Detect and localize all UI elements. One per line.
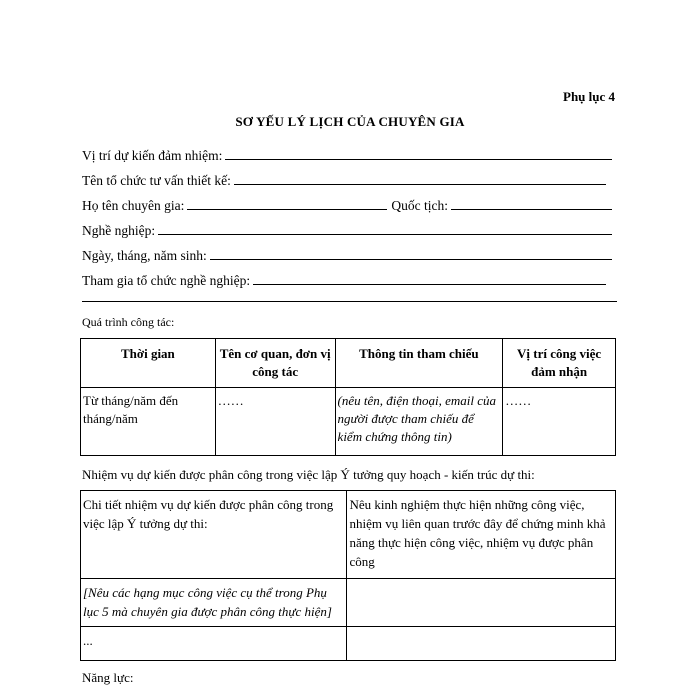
table-row xyxy=(81,579,616,627)
fill-line[interactable] xyxy=(451,208,612,210)
table-row xyxy=(81,627,616,661)
field-position xyxy=(82,139,616,164)
table-cell[interactable]: Từ tháng/năm đến tháng/năm xyxy=(81,388,216,456)
work-history-heading: Quá trình công tác: xyxy=(82,315,175,329)
field-dob xyxy=(82,239,616,264)
blank-fill-line[interactable] xyxy=(82,301,617,302)
table-cell[interactable]: [Nêu các hạng mục công việc cụ thể trong Phụ lục 5 mà chuyên gia được phân công thực hiện] xyxy=(81,579,347,627)
field-label: Vị trí dự kiến đảm nhiệm: xyxy=(82,148,223,163)
table-cell[interactable]: …… xyxy=(503,388,616,456)
table-cell[interactable] xyxy=(347,579,616,627)
header-cell: Tên cơ quan, đơn vị công tác xyxy=(215,339,335,388)
annex-label: Phụ lục 4 xyxy=(563,89,616,104)
fill-line[interactable] xyxy=(253,283,606,285)
field-consultant-org xyxy=(82,164,616,189)
header-cell: Thời gian xyxy=(81,339,216,388)
field-label: Tham gia tổ chức nghề nghiệp: xyxy=(82,273,251,288)
tasks-table xyxy=(80,490,616,661)
field-label: Quốc tịch: xyxy=(391,198,448,213)
work-history-table xyxy=(80,338,616,456)
table-cell[interactable]: …… xyxy=(215,388,335,456)
field-label: Ngày, tháng, năm sinh: xyxy=(82,248,207,263)
capacity-heading: Năng lực: xyxy=(82,670,134,685)
field-label: Tên tổ chức tư vấn thiết kế: xyxy=(82,173,231,188)
table-cell[interactable]: ... xyxy=(81,627,347,661)
fill-line[interactable] xyxy=(225,158,612,160)
field-label: Họ tên chuyên gia: xyxy=(82,198,185,213)
fill-line[interactable] xyxy=(234,183,606,185)
field-name-nationality xyxy=(82,189,616,214)
header-cell: Thông tin tham chiếu xyxy=(335,339,503,388)
field-label: Nghề nghiệp: xyxy=(82,223,156,238)
personal-info-fields xyxy=(82,139,616,289)
fill-line[interactable] xyxy=(187,208,387,210)
table-header-row xyxy=(81,491,616,579)
fill-line[interactable] xyxy=(210,258,612,260)
fill-line[interactable] xyxy=(158,233,612,235)
table-row xyxy=(81,388,616,456)
tasks-heading: Nhiệm vụ dự kiến được phân công trong việc lập Ý tưởng quy hoạch - kiến trúc dự thi: xyxy=(82,467,535,482)
table-cell[interactable] xyxy=(347,627,616,661)
header-cell: Vị trí công việc đảm nhận xyxy=(503,339,616,388)
table-cell: Chi tiết nhiệm vụ dự kiến được phân công trong việc lập Ý tưởng dự thi: xyxy=(81,491,347,579)
document-title: SƠ YẾU LÝ LỊCH CỦA CHUYÊN GIA xyxy=(235,114,465,129)
field-membership xyxy=(82,264,616,289)
field-profession xyxy=(82,214,616,239)
table-header-row xyxy=(81,339,616,388)
table-cell: Nêu kinh nghiệm thực hiện những công việc, nhiệm vụ liên quan trước đây để chứng minh khả năng thực hiện công việc, nhiệm vụ được phân công xyxy=(347,491,616,579)
table-cell[interactable]: (nêu tên, điện thoại, email của người được tham chiếu để kiểm chứng thông tin) xyxy=(335,388,503,456)
